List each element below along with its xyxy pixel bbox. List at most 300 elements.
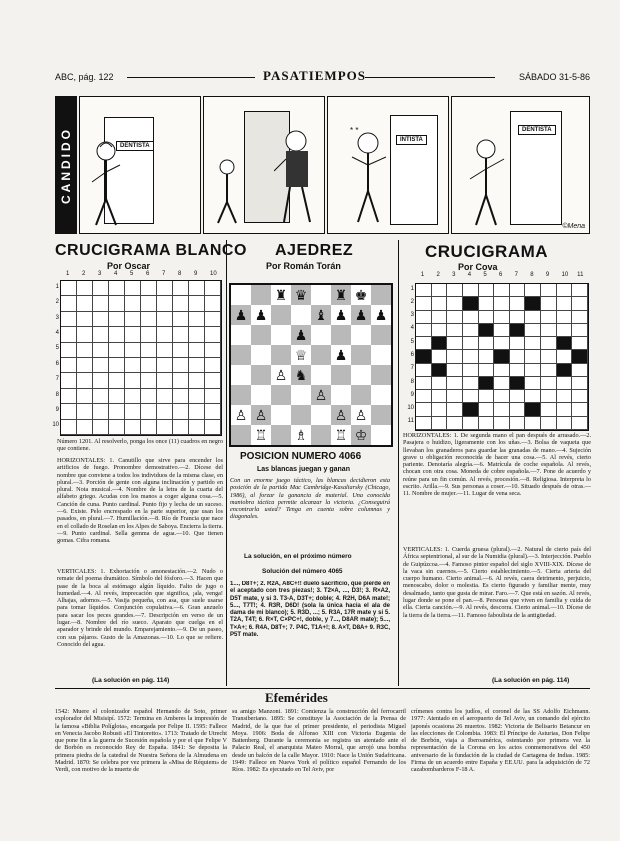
crossword-cell[interactable] [494, 417, 510, 430]
crossword-cell[interactable] [525, 364, 541, 377]
crossword-cell[interactable] [141, 389, 157, 404]
chess-square[interactable] [271, 325, 291, 345]
chess-piece[interactable]: ♝ [314, 307, 328, 323]
chess-square[interactable] [331, 325, 351, 345]
crossword-cell[interactable] [463, 324, 479, 337]
crossword-cell[interactable] [189, 389, 205, 404]
chess-square[interactable] [291, 305, 311, 325]
chess-square[interactable] [331, 405, 351, 425]
crossword-cell[interactable] [447, 284, 463, 297]
crossword-cell[interactable] [173, 327, 189, 342]
crossword-cell[interactable] [173, 373, 189, 388]
chess-square[interactable] [271, 405, 291, 425]
crossword-cell[interactable] [557, 284, 573, 297]
crossword-cell[interactable] [541, 337, 557, 350]
chess-square[interactable] [251, 305, 271, 325]
chess-square[interactable] [311, 425, 331, 445]
crossword-cell[interactable] [77, 312, 93, 327]
crossword-cell[interactable] [572, 364, 588, 377]
chess-square[interactable] [291, 285, 311, 305]
crossword-cell[interactable] [557, 311, 573, 324]
crossword-cell[interactable] [93, 358, 109, 373]
crossword-cell[interactable] [125, 373, 141, 388]
chess-square[interactable] [291, 325, 311, 345]
chess-piece[interactable]: ♛ [294, 287, 308, 303]
crossword-cell[interactable] [157, 343, 173, 358]
crossword-cell[interactable] [447, 311, 463, 324]
crossword-cell[interactable] [479, 417, 495, 430]
crossword-cell[interactable] [525, 324, 541, 337]
chess-square[interactable] [231, 425, 251, 445]
crossword-cell[interactable] [525, 297, 541, 310]
crossword-cell[interactable] [173, 343, 189, 358]
chess-square[interactable] [231, 285, 251, 305]
crossword-cell[interactable] [432, 364, 448, 377]
crossword-cell[interactable] [189, 281, 205, 296]
crossword-cell[interactable] [494, 311, 510, 324]
crossword-cell[interactable] [77, 404, 93, 419]
chess-square[interactable] [291, 385, 311, 405]
chess-square[interactable] [271, 305, 291, 325]
crossword-cell[interactable] [189, 343, 205, 358]
crossword-cell[interactable] [525, 390, 541, 403]
chess-square[interactable] [271, 285, 291, 305]
chess-piece[interactable]: ♔ [354, 427, 368, 443]
crossword-cell[interactable] [463, 390, 479, 403]
crossword-cell[interactable] [479, 337, 495, 350]
crossword-cell[interactable] [125, 343, 141, 358]
crossword-cell[interactable] [432, 350, 448, 363]
crossword-cell[interactable] [189, 312, 205, 327]
crossword-cell[interactable] [77, 358, 93, 373]
crossword-cell[interactable] [77, 420, 93, 435]
chess-square[interactable] [311, 305, 331, 325]
crossword-cell[interactable] [189, 373, 205, 388]
crossword-cell[interactable] [541, 324, 557, 337]
chess-piece[interactable]: ♗ [294, 427, 308, 443]
chess-square[interactable] [351, 285, 371, 305]
crossword-cell[interactable] [61, 296, 77, 311]
crossword-cell[interactable] [109, 343, 125, 358]
chess-square[interactable] [331, 285, 351, 305]
crossword-cell[interactable] [432, 284, 448, 297]
chess-piece[interactable]: ♟ [334, 347, 348, 363]
crossword-cell[interactable] [541, 390, 557, 403]
crossword-cell[interactable] [77, 389, 93, 404]
crossword-cell[interactable] [157, 312, 173, 327]
crossword-cell[interactable] [173, 389, 189, 404]
crossword-cell[interactable] [494, 403, 510, 416]
crossword-cell[interactable] [157, 389, 173, 404]
crossword-cell[interactable] [77, 281, 93, 296]
crossword-cell[interactable] [494, 284, 510, 297]
crossword-cell[interactable] [510, 350, 526, 363]
crossword-cell[interactable] [525, 311, 541, 324]
crossword-cell[interactable] [189, 420, 205, 435]
chess-square[interactable] [251, 345, 271, 365]
crossword-cell[interactable] [93, 281, 109, 296]
crossword-cell[interactable] [93, 312, 109, 327]
chess-square[interactable] [311, 365, 331, 385]
crossword-cell[interactable] [125, 404, 141, 419]
chess-square[interactable] [231, 385, 251, 405]
crossword-cell[interactable] [205, 373, 221, 388]
crossword-cell[interactable] [557, 350, 573, 363]
crossword-cell[interactable] [157, 296, 173, 311]
crossword-cell[interactable] [205, 420, 221, 435]
chess-square[interactable] [371, 385, 391, 405]
chess-piece[interactable]: ♟ [234, 307, 248, 323]
crossword-cell[interactable] [572, 403, 588, 416]
chess-square[interactable] [331, 425, 351, 445]
crossword-cell[interactable] [572, 324, 588, 337]
chess-square[interactable] [371, 305, 391, 325]
crossword-cell[interactable] [510, 390, 526, 403]
crossword-cell[interactable] [463, 297, 479, 310]
crossword-cell[interactable] [173, 420, 189, 435]
crossword-cell[interactable] [93, 327, 109, 342]
crossword-cell[interactable] [93, 373, 109, 388]
crossword-cell[interactable] [61, 343, 77, 358]
crossword-cell[interactable] [525, 417, 541, 430]
chess-square[interactable] [351, 385, 371, 405]
chess-square[interactable] [351, 365, 371, 385]
crossword-cell[interactable] [541, 403, 557, 416]
crossword-cell[interactable] [541, 284, 557, 297]
chess-square[interactable] [371, 345, 391, 365]
crossword-cell[interactable] [93, 389, 109, 404]
crossword-cell[interactable] [205, 327, 221, 342]
chess-square[interactable] [331, 385, 351, 405]
chess-piece[interactable]: ♟ [334, 307, 348, 323]
crossword-cell[interactable] [93, 420, 109, 435]
crossword-cell[interactable] [141, 296, 157, 311]
chess-piece[interactable]: ♙ [354, 407, 368, 423]
crossword-cell[interactable] [189, 404, 205, 419]
crossword-cell[interactable] [141, 373, 157, 388]
crossword-cell[interactable] [510, 311, 526, 324]
chess-square[interactable] [311, 405, 331, 425]
crossword-cell[interactable] [494, 324, 510, 337]
crossword-cell[interactable] [494, 390, 510, 403]
crossword-cell[interactable] [109, 389, 125, 404]
crossword-cell[interactable] [557, 417, 573, 430]
crossword-cell[interactable] [525, 350, 541, 363]
crossword-cell[interactable] [416, 417, 432, 430]
crossword-cell[interactable] [416, 297, 432, 310]
crossword-cell[interactable] [109, 327, 125, 342]
chess-piece[interactable]: ♟ [254, 307, 268, 323]
chess-square[interactable] [271, 385, 291, 405]
crossword-cell[interactable] [61, 312, 77, 327]
chess-square[interactable] [271, 425, 291, 445]
crossword-cell[interactable] [141, 404, 157, 419]
crossword-cell[interactable] [463, 311, 479, 324]
chess-piece[interactable]: ♖ [254, 427, 268, 443]
chess-piece[interactable]: ♜ [334, 287, 348, 303]
chess-board[interactable] [229, 283, 393, 447]
chess-piece[interactable]: ♕ [294, 347, 308, 363]
crossword-cell[interactable] [109, 404, 125, 419]
crossword-cell[interactable] [61, 358, 77, 373]
crossword-cell[interactable] [494, 350, 510, 363]
crossword-cell[interactable] [205, 343, 221, 358]
crossword-cell[interactable] [447, 337, 463, 350]
chess-piece[interactable]: ♟ [294, 327, 308, 343]
crossword-cell[interactable] [494, 297, 510, 310]
crossword-cell[interactable] [572, 337, 588, 350]
crossword-blanco-grid[interactable] [60, 280, 222, 436]
crossword-cell[interactable] [510, 417, 526, 430]
crossword-cell[interactable] [416, 284, 432, 297]
crossword-cell[interactable] [572, 297, 588, 310]
crossword-cell[interactable] [479, 403, 495, 416]
crossword-cell[interactable] [61, 281, 77, 296]
chess-square[interactable] [331, 365, 351, 385]
crossword-cell[interactable] [416, 337, 432, 350]
crossword-cell[interactable] [494, 377, 510, 390]
crossword-cell[interactable] [416, 390, 432, 403]
chess-square[interactable] [271, 365, 291, 385]
chess-piece[interactable]: ♞ [294, 367, 308, 383]
crossword-cell[interactable] [479, 324, 495, 337]
crossword-cell[interactable] [205, 389, 221, 404]
crossword-cell[interactable] [510, 377, 526, 390]
chess-square[interactable] [291, 405, 311, 425]
chess-piece[interactable]: ♙ [234, 407, 248, 423]
crossword-cell[interactable] [572, 390, 588, 403]
chess-square[interactable] [251, 425, 271, 445]
crossword-cell[interactable] [125, 358, 141, 373]
chess-square[interactable] [351, 345, 371, 365]
crossword-cell[interactable] [432, 311, 448, 324]
crossword-cell[interactable] [157, 373, 173, 388]
crossword-cell[interactable] [463, 417, 479, 430]
crossword-cell[interactable] [432, 403, 448, 416]
crossword-cell[interactable] [173, 358, 189, 373]
chess-square[interactable] [231, 325, 251, 345]
crossword-cell[interactable] [432, 297, 448, 310]
crossword-cell[interactable] [205, 404, 221, 419]
crossword-cell[interactable] [189, 358, 205, 373]
chess-piece[interactable]: ♙ [334, 407, 348, 423]
chess-square[interactable] [291, 345, 311, 365]
crossword-cell[interactable] [432, 390, 448, 403]
crossword-cell[interactable] [525, 403, 541, 416]
crossword-cell[interactable] [479, 390, 495, 403]
crossword-cell[interactable] [557, 390, 573, 403]
chess-square[interactable] [271, 345, 291, 365]
crossword-cell[interactable] [141, 420, 157, 435]
crossword-cell[interactable] [494, 337, 510, 350]
crossword-cell[interactable] [432, 324, 448, 337]
crossword-cell[interactable] [125, 420, 141, 435]
crossword-cell[interactable] [447, 297, 463, 310]
crossword-cell[interactable] [109, 358, 125, 373]
chess-square[interactable] [311, 385, 331, 405]
chess-square[interactable] [371, 325, 391, 345]
crossword-cell[interactable] [525, 377, 541, 390]
crossword-cell[interactable] [447, 417, 463, 430]
crossword-cell[interactable] [510, 403, 526, 416]
crossword-cell[interactable] [157, 281, 173, 296]
crossword-cell[interactable] [572, 417, 588, 430]
crossword-cell[interactable] [141, 358, 157, 373]
chess-square[interactable] [231, 305, 251, 325]
chess-square[interactable] [231, 405, 251, 425]
chess-square[interactable] [351, 405, 371, 425]
crossword-cell[interactable] [447, 403, 463, 416]
chess-square[interactable] [351, 425, 371, 445]
crossword-cell[interactable] [479, 297, 495, 310]
crossword-cell[interactable] [447, 324, 463, 337]
crossword-cell[interactable] [141, 343, 157, 358]
crossword-cell[interactable] [109, 312, 125, 327]
crossword-cell[interactable] [61, 404, 77, 419]
crossword-cell[interactable] [125, 389, 141, 404]
crossword-cell[interactable] [93, 296, 109, 311]
crossword-cell[interactable] [572, 311, 588, 324]
chess-square[interactable] [251, 365, 271, 385]
crossword-cell[interactable] [463, 364, 479, 377]
crossword-cell[interactable] [572, 284, 588, 297]
crossword-cell[interactable] [205, 281, 221, 296]
crossword-cell[interactable] [510, 337, 526, 350]
crossword-cell[interactable] [557, 324, 573, 337]
crossword-cell[interactable] [125, 296, 141, 311]
chess-square[interactable] [231, 365, 251, 385]
chess-piece[interactable]: ♙ [314, 387, 328, 403]
crossword-cell[interactable] [189, 296, 205, 311]
crossword-cell[interactable] [77, 327, 93, 342]
crossword-cell[interactable] [447, 364, 463, 377]
crossword-cell[interactable] [557, 364, 573, 377]
chess-square[interactable] [311, 345, 331, 365]
crossword-cell[interactable] [510, 297, 526, 310]
chess-square[interactable] [291, 425, 311, 445]
chess-square[interactable] [311, 325, 331, 345]
crossword-cell[interactable] [416, 364, 432, 377]
crossword-cell[interactable] [572, 350, 588, 363]
crossword-cell[interactable] [541, 417, 557, 430]
chess-piece[interactable]: ♜ [274, 287, 288, 303]
crossword-cell[interactable] [141, 327, 157, 342]
crossword-cell[interactable] [125, 327, 141, 342]
crossword-cell[interactable] [479, 350, 495, 363]
chess-square[interactable] [251, 405, 271, 425]
crossword-cell[interactable] [416, 311, 432, 324]
chess-piece[interactable]: ♙ [254, 407, 268, 423]
crossword-cell[interactable] [157, 420, 173, 435]
chess-square[interactable] [251, 285, 271, 305]
crossword-cell[interactable] [416, 324, 432, 337]
crossword-cell[interactable] [541, 364, 557, 377]
chess-square[interactable] [251, 385, 271, 405]
crossword-cell[interactable] [541, 297, 557, 310]
crossword-cell[interactable] [494, 364, 510, 377]
crossword-cell[interactable] [173, 281, 189, 296]
crossword-cell[interactable] [416, 403, 432, 416]
chess-square[interactable] [251, 325, 271, 345]
crossword-cell[interactable] [557, 403, 573, 416]
crossword-cell[interactable] [416, 350, 432, 363]
crossword-cell[interactable] [479, 311, 495, 324]
crossword-cell[interactable] [541, 311, 557, 324]
chess-square[interactable] [331, 305, 351, 325]
crossword-cell[interactable] [157, 358, 173, 373]
crossword-cell[interactable] [77, 343, 93, 358]
chess-piece[interactable]: ♚ [354, 287, 368, 303]
chess-square[interactable] [371, 425, 391, 445]
chess-square[interactable] [371, 285, 391, 305]
crossword-cell[interactable] [109, 420, 125, 435]
crossword-cell[interactable] [541, 377, 557, 390]
crossword-cell[interactable] [93, 404, 109, 419]
chess-square[interactable] [231, 345, 251, 365]
crossword-cell[interactable] [463, 337, 479, 350]
crossword-cell[interactable] [479, 377, 495, 390]
chess-piece[interactable]: ♙ [274, 367, 288, 383]
crossword-cell[interactable] [447, 377, 463, 390]
chess-square[interactable] [331, 345, 351, 365]
crossword-cell[interactable] [416, 377, 432, 390]
crossword-cell[interactable] [173, 404, 189, 419]
crossword-cell[interactable] [510, 324, 526, 337]
crossword-cell[interactable] [557, 297, 573, 310]
crossword-cell[interactable] [61, 389, 77, 404]
chess-square[interactable] [311, 285, 331, 305]
crossword-cell[interactable] [205, 312, 221, 327]
crossword-cell[interactable] [447, 350, 463, 363]
crossword-cell[interactable] [205, 358, 221, 373]
chess-square[interactable] [371, 405, 391, 425]
crossword-cell[interactable] [572, 377, 588, 390]
crossword-cell[interactable] [141, 312, 157, 327]
crossword-cell[interactable] [173, 296, 189, 311]
crossword-cell[interactable] [61, 420, 77, 435]
crossword-cell[interactable] [463, 377, 479, 390]
crossword-cell[interactable] [557, 337, 573, 350]
crossword-cell[interactable] [510, 284, 526, 297]
crossword-cell[interactable] [463, 284, 479, 297]
chess-square[interactable] [371, 365, 391, 385]
crossword-cell[interactable] [541, 350, 557, 363]
crossword-cell[interactable] [93, 343, 109, 358]
crossword-cell[interactable] [479, 284, 495, 297]
crossword-cell[interactable] [432, 337, 448, 350]
crossword-cell[interactable] [525, 337, 541, 350]
crossword-cell[interactable] [77, 296, 93, 311]
crossword-cell[interactable] [525, 284, 541, 297]
chess-square[interactable] [351, 305, 371, 325]
crossword-cell[interactable] [432, 377, 448, 390]
crossword-cell[interactable] [157, 327, 173, 342]
crossword-cell[interactable] [463, 403, 479, 416]
crossword-cell[interactable] [479, 364, 495, 377]
crossword-cell[interactable] [157, 404, 173, 419]
crossword-cell[interactable] [173, 312, 189, 327]
crossword-grid[interactable] [415, 283, 589, 431]
chess-square[interactable] [351, 325, 371, 345]
crossword-cell[interactable] [141, 281, 157, 296]
chess-piece[interactable]: ♟ [374, 307, 388, 323]
crossword-cell[interactable] [463, 350, 479, 363]
crossword-cell[interactable] [77, 373, 93, 388]
crossword-cell[interactable] [109, 373, 125, 388]
crossword-cell[interactable] [61, 327, 77, 342]
crossword-cell[interactable] [205, 296, 221, 311]
chess-piece[interactable]: ♟ [354, 307, 368, 323]
